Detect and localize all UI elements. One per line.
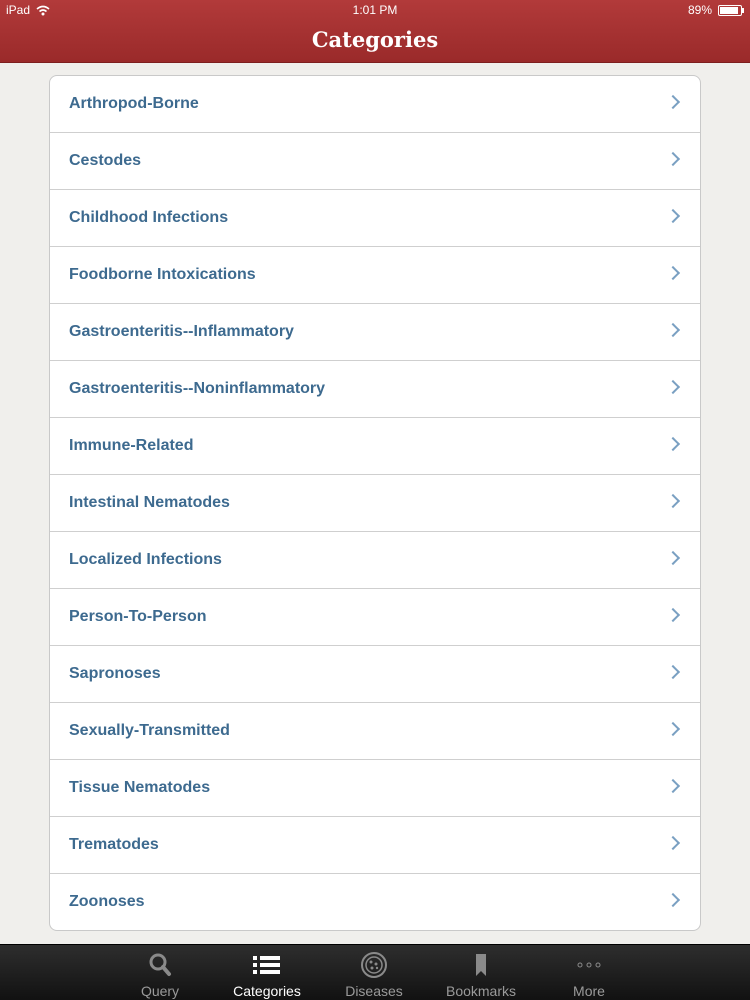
category-row[interactable] [50,190,700,247]
category-row[interactable] [50,532,700,589]
category-row[interactable] [50,247,700,304]
status-bar [0,0,750,20]
category-label: Immune-Related [69,437,194,454]
list-icon [252,951,282,979]
microbe-icon [359,951,389,979]
category-label: Childhood Infections [69,209,229,226]
category-label: Intestinal Nematodes [69,494,230,511]
status-time: 1:01 PM [352,3,398,17]
category-label: Person-To-Person [69,608,207,625]
category-row[interactable] [50,703,700,760]
category-row[interactable] [50,304,700,361]
tab-label: Bookmarks [445,983,517,999]
tab-bookmarks[interactable] [426,945,536,1000]
category-list [49,75,701,931]
category-label: Foodborne Intoxications [69,266,256,283]
status-right [688,3,742,17]
battery-icon [718,5,742,16]
page-title: Categories [311,27,439,52]
navigation-bar [0,0,750,63]
tab-diseases[interactable] [319,945,429,1000]
chevron-right-icon [666,722,680,736]
chevron-right-icon [666,95,680,109]
tab-label: Diseases [345,983,403,999]
bookmark-icon [466,951,496,979]
category-label: Zoonoses [69,893,145,910]
chevron-right-icon [666,437,680,451]
tab-label: More [573,983,605,999]
tab-categories[interactable] [212,945,322,1000]
category-row[interactable] [50,760,700,817]
chevron-right-icon [666,494,680,508]
tab-more[interactable] [534,945,644,1000]
category-label: Gastroenteritis--Noninflammatory [69,380,326,397]
tab-query[interactable] [105,945,215,1000]
search-icon [145,951,175,979]
chevron-right-icon [666,551,680,565]
tab-label: Categories [233,983,301,999]
chevron-right-icon [666,836,680,850]
tab-bar [0,944,750,1000]
category-row[interactable] [50,76,700,133]
category-row[interactable] [50,361,700,418]
category-label: Sapronoses [69,665,161,682]
more-icon [574,951,604,979]
category-row[interactable] [50,418,700,475]
chevron-right-icon [666,323,680,337]
chevron-right-icon [666,893,680,907]
device-name: iPad [6,3,31,17]
category-label: Localized Infections [69,551,222,568]
tab-label: Query [140,983,180,999]
chevron-right-icon [666,665,680,679]
chevron-right-icon [666,380,680,394]
category-label: Gastroenteritis--Inflammatory [69,323,294,340]
category-row[interactable] [50,646,700,703]
category-label: Arthropod-Borne [69,95,199,112]
category-row[interactable] [50,874,700,930]
category-label: Cestodes [69,152,142,169]
chevron-right-icon [666,209,680,223]
category-label: Tissue Nematodes [69,779,211,796]
category-label: Sexually-Transmitted [69,722,230,739]
category-row[interactable] [50,589,700,646]
chevron-right-icon [666,266,680,280]
category-row[interactable] [50,475,700,532]
chevron-right-icon [666,152,680,166]
battery-percent: 89% [687,3,712,17]
chevron-right-icon [666,608,680,622]
category-row[interactable] [50,133,700,190]
category-row[interactable] [50,817,700,874]
chevron-right-icon [666,779,680,793]
category-label: Trematodes [69,836,159,853]
battery-fill [720,7,738,14]
